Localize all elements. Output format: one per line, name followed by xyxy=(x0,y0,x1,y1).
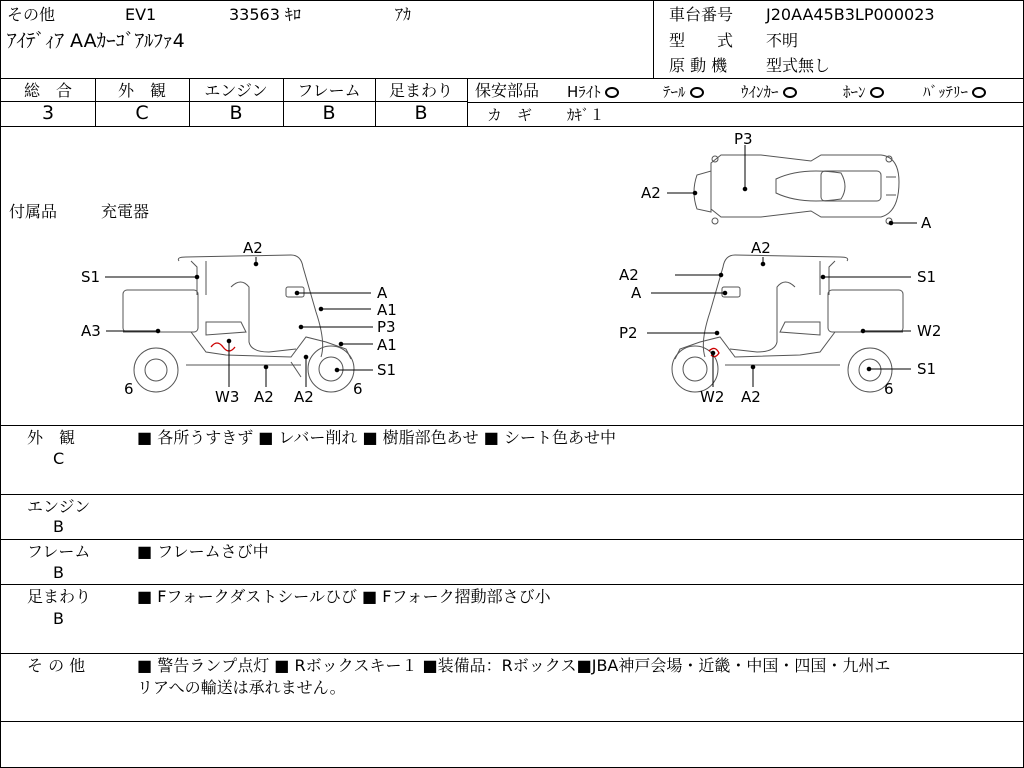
section-frame-grade: B xyxy=(53,563,64,582)
grade-divider xyxy=(189,78,190,126)
label-right-6: 6 xyxy=(884,380,894,398)
rule xyxy=(1,584,1024,585)
label-left-s1b: S1 xyxy=(377,361,397,379)
section-exterior-label: 外 観 xyxy=(27,428,76,447)
ok-mark xyxy=(783,87,797,98)
grade-header-suspension: 足まわり xyxy=(388,81,453,100)
grade-header-engine: エンジン xyxy=(204,81,268,100)
grade-suspension: B xyxy=(414,102,428,124)
damage-diagram xyxy=(1,127,1024,425)
color: ｱｶ xyxy=(395,5,412,24)
section-exterior-grade: C xyxy=(53,449,65,468)
key-label: カ ギ xyxy=(487,106,533,124)
grade-engine: B xyxy=(229,102,243,124)
safety-label: 保安部品 xyxy=(475,81,540,100)
label-left-s1: S1 xyxy=(81,268,101,286)
rule xyxy=(1,78,1024,79)
left-scooter-drawing xyxy=(123,255,354,392)
safety-headlight: Hﾗｲﾄ xyxy=(567,83,619,101)
engine-label: 原 動 機 xyxy=(669,56,728,75)
grade-divider xyxy=(283,78,284,126)
key-value: ｶｷﾞ１ xyxy=(567,106,605,124)
grade-header-frame: フレーム xyxy=(297,81,361,100)
label-top-p3: P3 xyxy=(734,130,753,148)
type-value: 不明 xyxy=(766,31,799,50)
section-suspension-grade: B xyxy=(53,609,64,628)
chassis-label: 車台番号 xyxy=(669,5,734,24)
section-frame-label: フレーム xyxy=(27,542,91,561)
section-frame-notes: ■ フレームさび中 xyxy=(137,542,269,561)
safety-winker: ｳｲﾝｶｰ xyxy=(741,83,797,101)
label-right-w2: W2 xyxy=(917,322,942,340)
category: その他 xyxy=(7,5,56,24)
type-label: 型 式 xyxy=(669,31,734,50)
mileage: 33563 ｷﾛ xyxy=(229,5,302,24)
label-right-s1: S1 xyxy=(917,268,937,286)
rule xyxy=(1,653,1024,654)
left-scratch-mark xyxy=(211,343,235,351)
grade-header-exterior: 外 観 xyxy=(117,81,166,100)
rule xyxy=(1,721,1024,722)
section-exterior-notes: ■ 各所うすきず ■ レバー削れ ■ 樹脂部色あせ ■ シート色あせ中 xyxy=(137,428,616,447)
engine-value: 型式無し xyxy=(766,56,831,75)
section-engine-label: エンジン xyxy=(27,497,91,516)
top-scooter-drawing xyxy=(694,155,899,224)
section-engine-grade: B xyxy=(53,517,64,536)
label-right-roof-a2: A2 xyxy=(751,239,771,257)
label-left-6b: 6 xyxy=(353,380,363,398)
label-top-a2: A2 xyxy=(641,184,661,202)
label-left-w3: W3 xyxy=(215,388,240,406)
label-left-a: A xyxy=(377,284,388,302)
accessories-value: 充電器 xyxy=(101,202,150,221)
grade-divider xyxy=(95,78,96,126)
ok-mark xyxy=(690,87,704,98)
grade-header-total: 総 合 xyxy=(23,81,72,100)
section-other-notes-cont: リアへの輸送は承れません。 xyxy=(137,678,346,697)
label-right-w2b: W2 xyxy=(700,388,725,406)
label-right-p2: P2 xyxy=(619,324,638,342)
section-suspension-label: 足まわり xyxy=(27,587,92,606)
right-scooter-drawing xyxy=(672,255,903,392)
label-left-p3: P3 xyxy=(377,318,396,336)
label-left-a3: A3 xyxy=(81,322,101,340)
model-code: EV1 xyxy=(125,5,157,24)
label-left-a1: A1 xyxy=(377,301,397,319)
label-right-a2: A2 xyxy=(619,266,639,284)
grade-frame: B xyxy=(322,102,336,124)
safety-battery: ﾊﾞｯﾃﾘｰ xyxy=(923,83,986,101)
label-left-6a: 6 xyxy=(124,380,134,398)
label-left-a2b: A2 xyxy=(254,388,274,406)
ok-mark xyxy=(870,87,884,98)
vehicle-name: ｱｲﾃﾞｨｱ AAｶｰｺﾞｱﾙﾌｧ4 xyxy=(7,30,185,52)
grade-exterior: C xyxy=(135,102,149,124)
safety-horn: ﾎｰﾝ xyxy=(843,83,884,101)
section-other-notes: ■ 警告ランプ点灯 ■ Rボックスキー１ ■装備品：Rボックス■JBA神戸会場・近畿・中国・四国・九州エ xyxy=(137,656,891,675)
chassis-number: J20AA45B3LP000023 xyxy=(766,5,935,24)
label-right-s1b: S1 xyxy=(917,360,937,378)
label-left-a1b: A1 xyxy=(377,336,397,354)
ok-mark xyxy=(972,87,986,98)
rule xyxy=(1,101,467,102)
grade-divider xyxy=(375,78,376,126)
safety-tail: ﾃｰﾙ xyxy=(663,83,704,101)
rule xyxy=(1,494,1024,495)
label-right-a2b: A2 xyxy=(741,388,761,406)
ok-mark xyxy=(605,87,619,98)
label-top-a: A xyxy=(921,214,932,232)
grade-total: 3 xyxy=(41,102,55,124)
rule xyxy=(467,102,1024,103)
rule xyxy=(1,539,1024,540)
rule xyxy=(1,425,1024,426)
accessories-label: 付属品 xyxy=(9,202,58,221)
header-divider xyxy=(653,1,654,78)
label-left-a2c: A2 xyxy=(294,388,314,406)
label-left-roof-a2: A2 xyxy=(243,239,263,257)
section-suspension-notes: ■ Fフォークダストシールひび ■ Fフォーク摺動部さび小 xyxy=(137,587,551,606)
section-other-label: そ の 他 xyxy=(27,656,86,675)
label-right-a: A xyxy=(631,284,642,302)
